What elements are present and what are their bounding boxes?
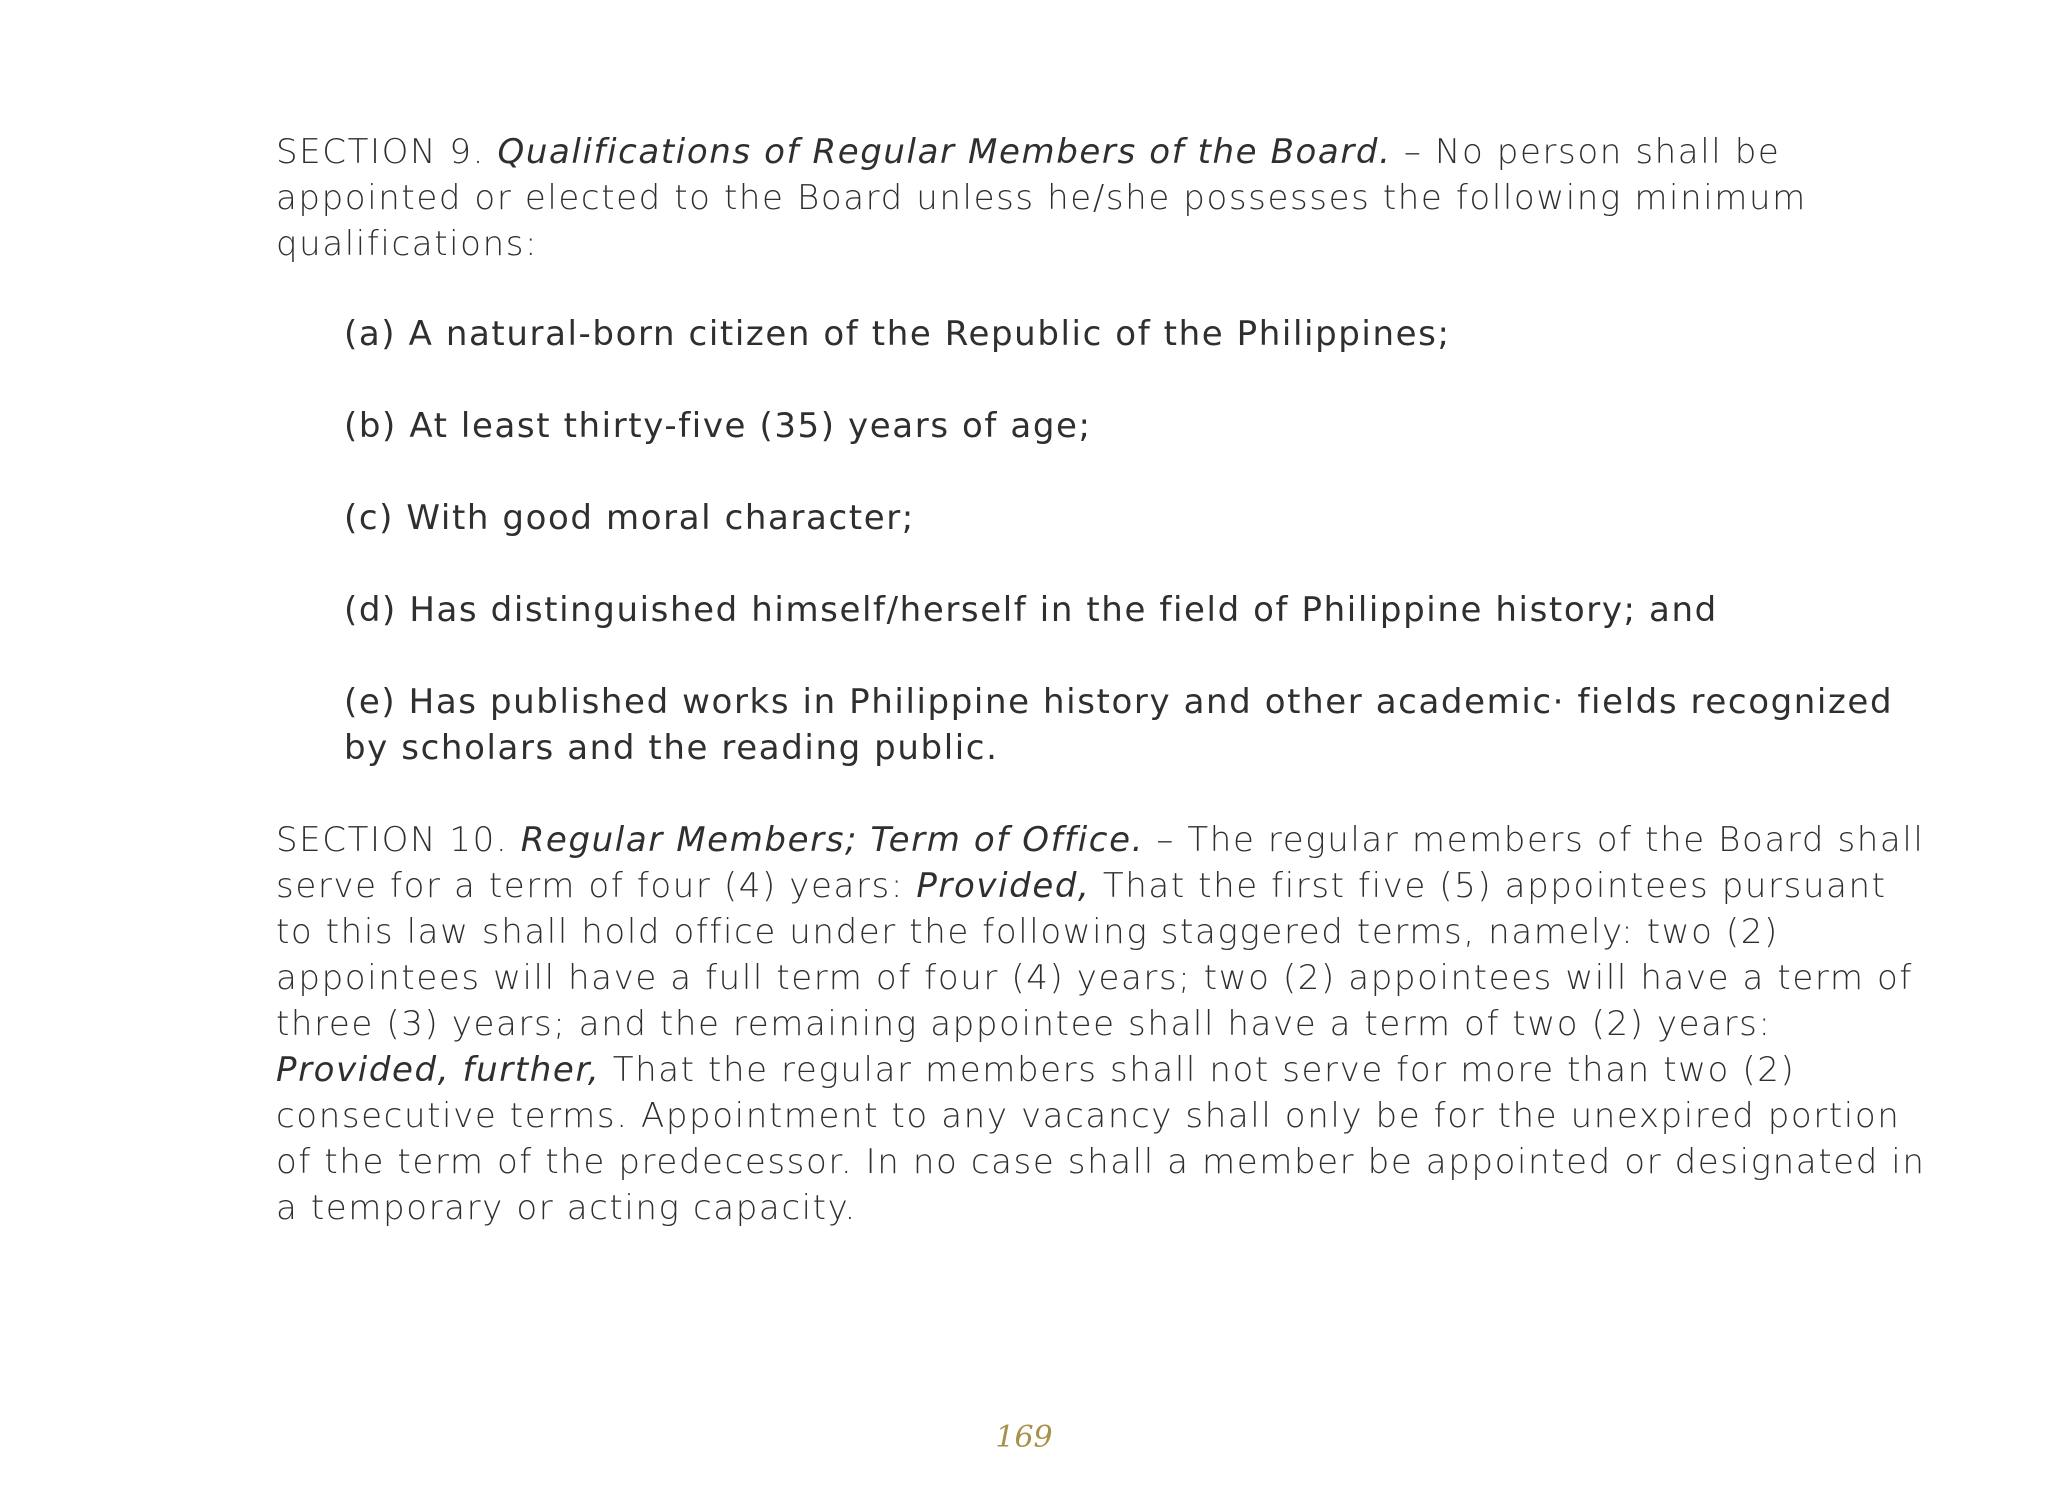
section-10-provided-further: Provided, further, <box>276 1050 601 1090</box>
qualification-item-a: (a) A natural-born citizen of the Republic of the Philippines; <box>344 314 1451 354</box>
section-9-label: SECTION 9. <box>276 132 486 172</box>
section-9-body: – No person shall be appointed or elected to the Board unless he/she possesses the following minimum qualifications: <box>276 132 1807 264</box>
qualification-item-b: (b) At least thirty-five (35) years of age; <box>344 406 1092 446</box>
section-10-paragraph <box>276 817 1936 1231</box>
section-10-title: Regular Members; Term of Office. <box>520 820 1145 860</box>
section-10-body-3: That the regular members shall not serve for more than two (2) consecutive terms. Appointment to any vacancy shall only be for the unexpired portion of the term of the predecessor. In no case shall a member be appointed or designated in a temporary or acting capacity. <box>276 1050 1926 1228</box>
qualification-item-c: (c) With good moral character; <box>344 498 915 538</box>
page-number: 169 <box>995 1420 1053 1455</box>
section-10-label: SECTION 10. <box>276 820 509 860</box>
qualification-item-e: (e) Has published works in Philippine history and other academic· fields recognized by scholars and the reading public. <box>344 682 1894 768</box>
section-9-title: Qualifications of Regular Members of the Board. <box>497 132 1392 172</box>
section-10-body-2: That the first five (5) appointees pursuant to this law shall hold office under the following staggered terms, namely: two (2) appointees will have a full term of four (4) years; two (2) appointees will have a term of three (3) years; and the remaining appointee shall have a term of two (2) years: <box>276 866 1913 1044</box>
section-10-body-1: – The regular members of the Board shall serve for a term of four (4) years: <box>276 820 1925 906</box>
qualification-item-d: (d) Has distinguished himself/herself in the field of Philippine history; and <box>344 590 1718 630</box>
section-9-paragraph <box>276 129 1936 267</box>
section-10-provided: Provided, <box>916 866 1091 906</box>
